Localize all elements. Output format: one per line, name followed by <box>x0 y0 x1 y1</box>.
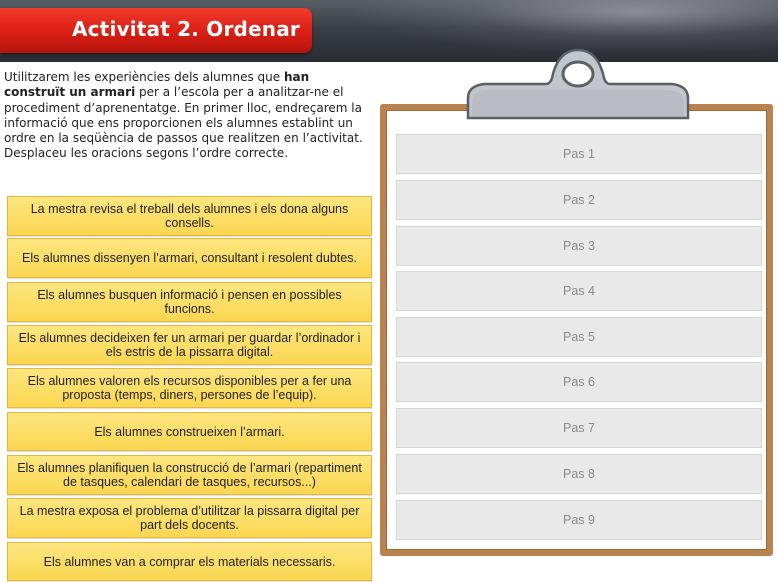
sentence-card[interactable] <box>7 412 372 451</box>
instructions-text-2: per a l’escola per a analitzar-ne el procediment d’aprenentatge. En primer lloc, endreçarem la informació que ens proporcionen els alumnes establint un ordre en la seqüència de passos que realitzen en l’activitat. Desplaceu les oracions segons l’ordre correcte. <box>4 85 363 161</box>
sentence-card-text: Els alumnes valoren els recursos disponibles per a fer una proposta (temps, diners, persones de l’equip). <box>27 374 352 402</box>
sentence-card[interactable] <box>7 238 372 278</box>
title-tab <box>0 8 312 53</box>
answer-slot[interactable] <box>396 362 762 402</box>
sentence-card-text: Els alumnes decideixen fer un armari per guardar l’ordinador i els estris de la pissarra digital. <box>18 331 361 359</box>
sentence-card[interactable] <box>7 542 372 581</box>
sentence-card-text: Els alumnes planifiquen la construcció de l’armari (repartiment de tasques, calendari de tasques, recursos...) <box>17 461 362 489</box>
sentence-card-text: La mestra exposa el problema d’utilitzar la pissarra digital per part dels docents. <box>19 504 360 532</box>
answer-slot-label: Pas 4 <box>563 284 595 298</box>
sentence-card[interactable] <box>7 196 372 236</box>
answer-slot[interactable] <box>396 134 762 174</box>
answer-slot-label: Pas 3 <box>563 239 595 253</box>
answer-slot-label: Pas 5 <box>563 330 595 344</box>
instructions-text-1: Utilitzarem les experiències dels alumnes que <box>4 70 284 84</box>
sentence-card-text: Els alumnes dissenyen l’armari, consultant i resolent dubtes. <box>22 251 357 265</box>
answer-slot[interactable] <box>396 271 762 311</box>
sentence-card[interactable] <box>7 368 372 408</box>
answer-slot[interactable] <box>396 180 762 220</box>
answer-slot-label: Pas 2 <box>563 193 595 207</box>
sentence-card[interactable] <box>7 325 372 365</box>
instructions-bold: han construït un armari <box>4 70 310 100</box>
sentence-card-text: Els alumnes van a comprar els materials necessaris. <box>43 554 336 569</box>
answer-slot[interactable] <box>396 317 762 357</box>
sentence-card[interactable] <box>7 498 372 538</box>
answer-slot-label: Pas 8 <box>563 467 595 481</box>
answer-slot[interactable] <box>396 226 762 266</box>
sentence-card-text: Els alumnes construeixen l’armari. <box>94 424 285 439</box>
sentence-card[interactable] <box>7 282 372 322</box>
instructions <box>4 70 372 162</box>
answer-slot[interactable] <box>396 454 762 494</box>
answer-slot-label: Pas 6 <box>563 375 595 389</box>
page-title: Activitat 2. Ordenar <box>71 17 300 41</box>
answer-slot-label: Pas 1 <box>563 147 595 161</box>
answer-slot[interactable] <box>396 500 762 540</box>
sentence-card-text: Els alumnes busquen informació i pensen en possibles funcions. <box>37 288 342 316</box>
sentence-card-text: La mestra revisa el treball dels alumnes i els dona alguns consells. <box>30 202 349 230</box>
clipboard-clip-icon <box>466 46 690 120</box>
answer-slot-label: Pas 7 <box>563 421 595 435</box>
answer-slot-label: Pas 9 <box>563 513 595 527</box>
sentence-card[interactable] <box>7 455 372 495</box>
answer-slot[interactable] <box>396 408 762 448</box>
